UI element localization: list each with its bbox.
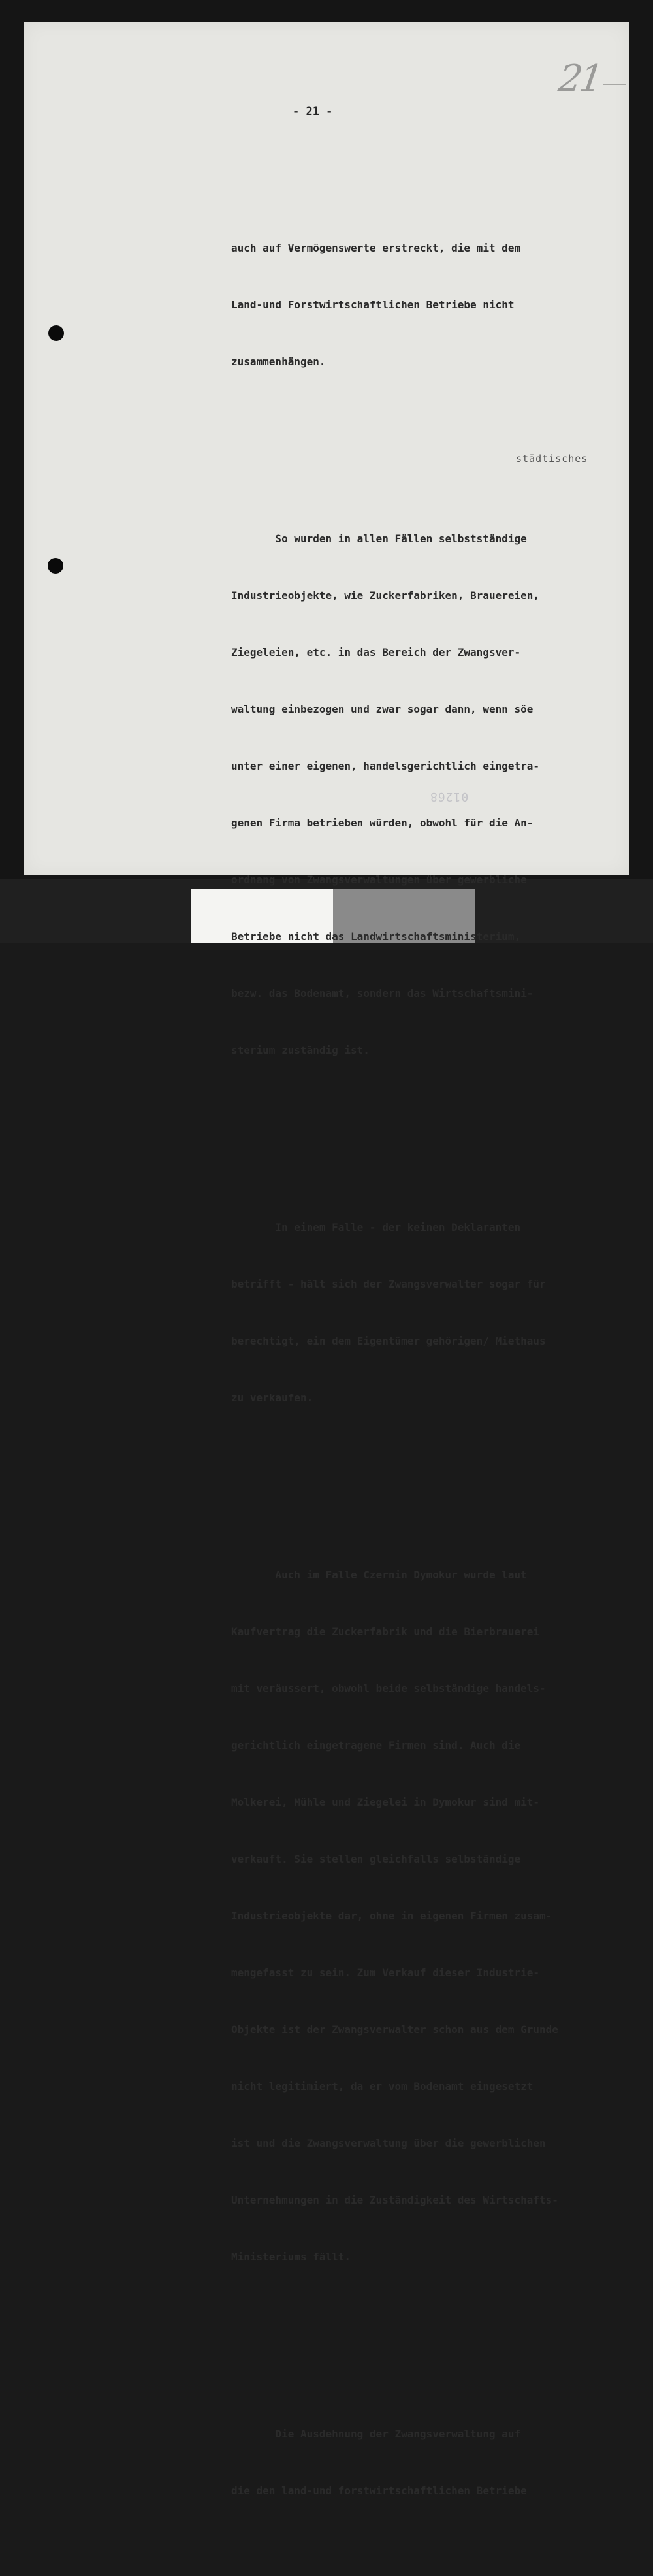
punch-hole	[48, 558, 63, 574]
text-line: Industrieobjekte dar, ohne in eigenen Firmen zusam-	[231, 1910, 552, 1922]
paragraph	[231, 1527, 623, 2304]
page-number: - 21 -	[293, 105, 333, 118]
text-line: auch auf Vermögenswerte erstreckt, die mit dem	[231, 242, 521, 254]
text-line: genen Firma betrieben würden, obwohl für die An-	[231, 817, 534, 829]
punch-hole	[48, 325, 64, 341]
text-line: berechtigt, ein dem Eigentümer gehörigen/ Miethaus	[231, 1335, 546, 1347]
text-line: sterium zuständig ist.	[231, 1044, 370, 1056]
text-line: Auch im Falle Czernin Dymokur wurde laut	[231, 1569, 527, 1581]
typed-insertion: städtisches	[516, 453, 588, 465]
text-line: mit veräussert, obwohl beide selbständige handels-	[231, 1682, 546, 1695]
text-line: bezw. das Bodenamt, sondern das Wirtschaftsmini-	[231, 987, 534, 1000]
text-line: Kaufvertrag die Zuckerfabrik und die Bierbrauerei	[231, 1625, 540, 1638]
text-line: ordnang von Zwangsverwaltungen über gewerbliche	[231, 873, 527, 886]
text-line: So wurden in allen Fällen selbstständige	[231, 532, 527, 545]
text-line: Betriebe nicht das Landwirtschaftsministerium,	[231, 930, 521, 943]
document-page	[24, 22, 629, 2497]
text-line: Molkerei, Mühle und Ziegelei in Dymokur sind mit-	[231, 1796, 540, 1808]
text-line: Ziegeleien, etc. in das Bereich der Zwangsver-	[231, 646, 521, 659]
text-line: nicht legitimiert, da er vom Bodenamt eingesetzt	[231, 2080, 534, 2093]
text-line: Industrieobjekte, wie Zuckerfabriken, Brauereien,	[231, 589, 540, 602]
text-line: ist und die Zwangsverwaltung über die gewerblichen	[231, 2137, 546, 2149]
text-line: Unternehmungen in die Zuständigkeit des Wirtschafts-	[231, 2194, 558, 2206]
text-line: Ministeriums fällt.	[231, 2251, 351, 2263]
text-line: Die Ausdehnung der Zwangsverwaltung auf	[231, 2428, 521, 2440]
handwritten-folio-number: 21	[556, 57, 603, 100]
text-line: zu verkaufen.	[231, 1392, 313, 1404]
text-line: verkauft. Sie stellen gleichfalls selbständige	[231, 1853, 521, 1865]
text-line: mengefasst zu sein. Zum Verkauf dieser Industrie-	[231, 1966, 540, 1979]
text-line: zusammenhängen.	[231, 355, 326, 368]
paragraph	[231, 1180, 623, 1445]
paragraph	[231, 491, 623, 1098]
text-line: unter einer eigenen, handelsgerichtlich eingetra-	[231, 760, 540, 772]
folio-underline	[603, 84, 626, 85]
text-line: Land-und Forstwirtschaftlichen Betriebe nicht	[231, 299, 515, 311]
text-line: In einem Falle - der keinen Deklaranten	[231, 1221, 521, 1233]
text-line: die den land-und forstwirtschaftlichen Betriebe	[231, 2485, 527, 2497]
body-text	[231, 163, 623, 2576]
text-line: gerichtlich eingetragene Firmen sind. Auch die	[231, 1739, 521, 1752]
text-line: betrifft - hält sich der Zwangsverwalter sogar für	[231, 1278, 546, 1290]
text-line: Objekte ist der Zwangsverwalter schon aus dem Grunde	[231, 2023, 558, 2036]
paragraph	[231, 2387, 623, 2538]
paragraph	[231, 201, 623, 409]
text-line: waltung einbezogen und zwar sogar dann, wenn söe	[231, 703, 534, 715]
archive-stamp: 01268	[430, 790, 469, 804]
